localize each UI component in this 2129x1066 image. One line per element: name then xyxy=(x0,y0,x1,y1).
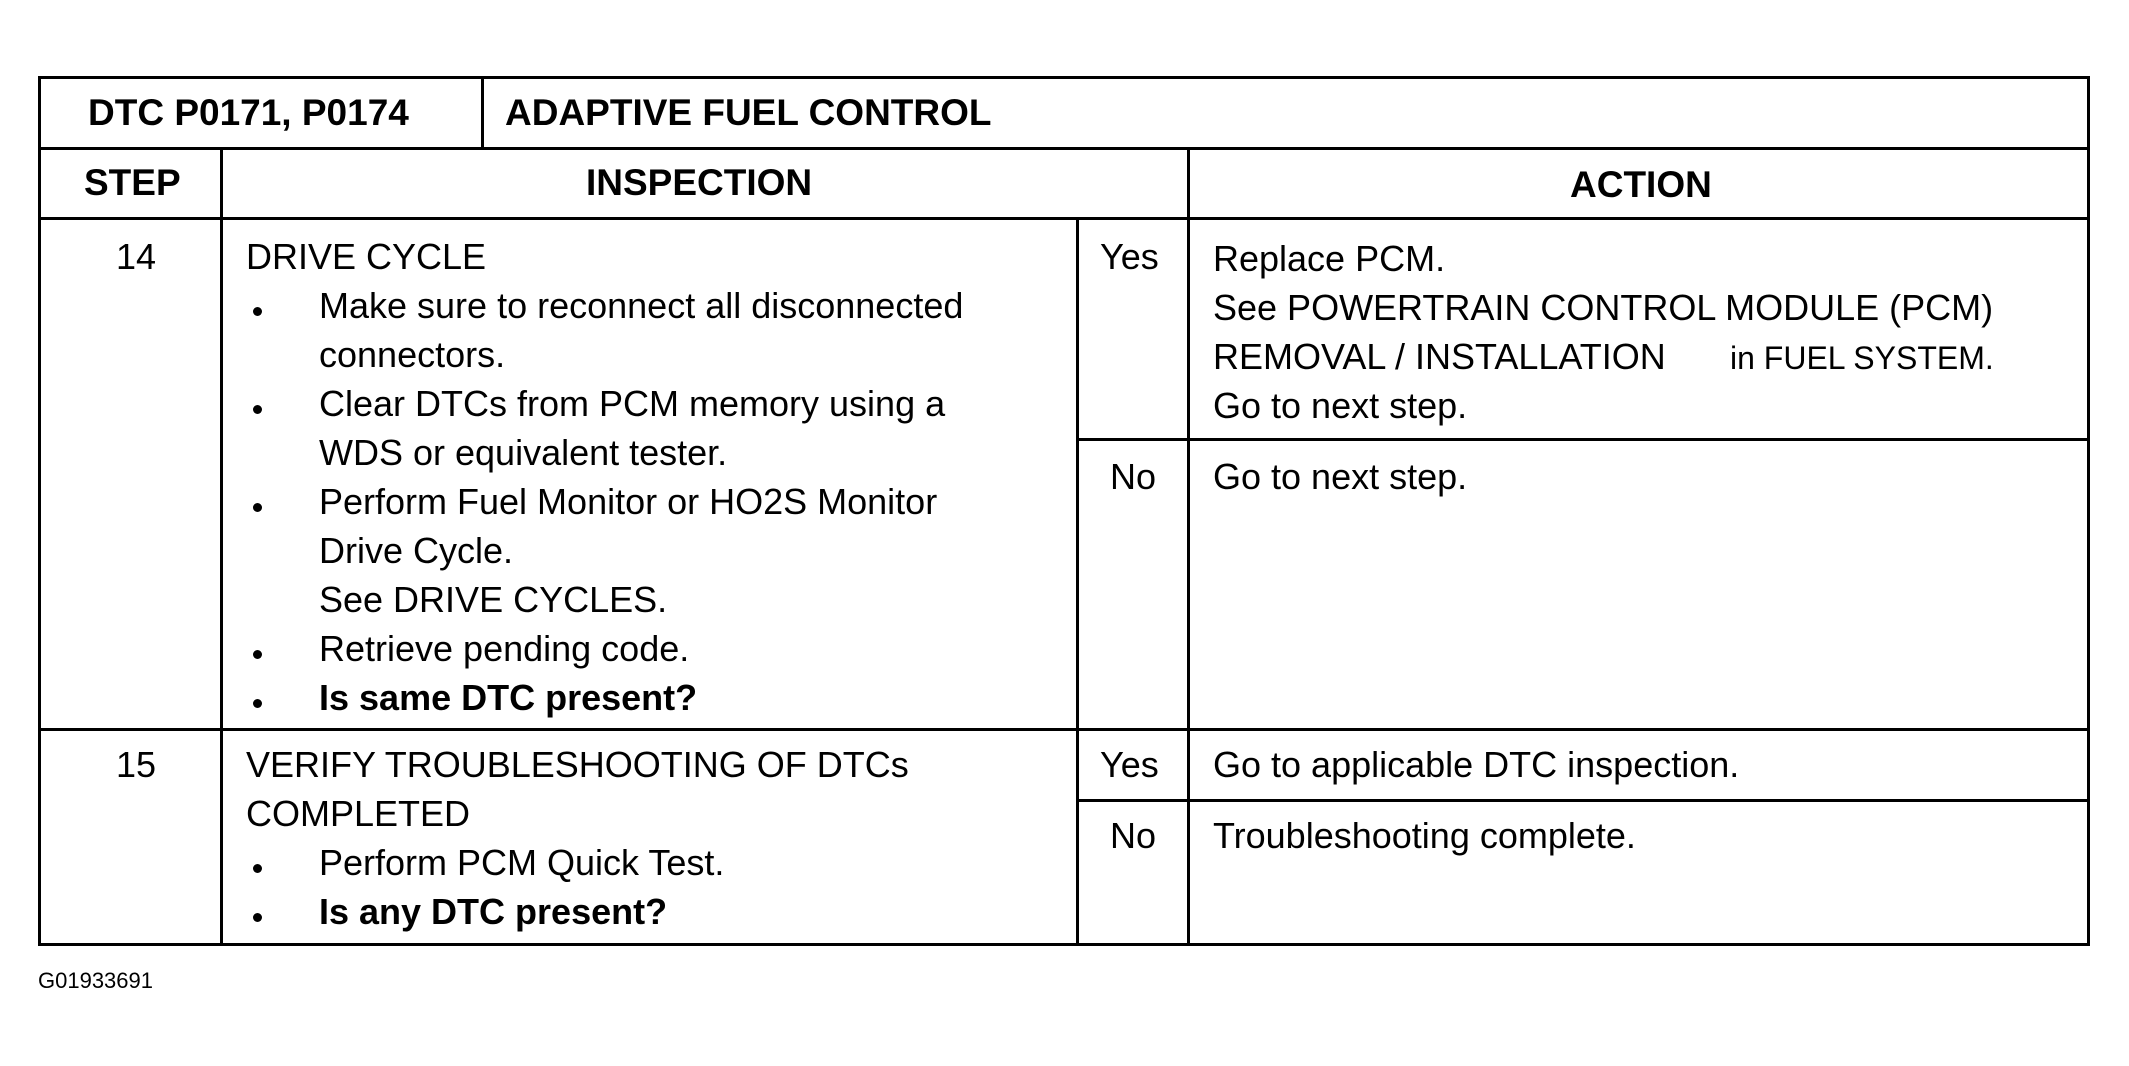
step-number: 14 xyxy=(116,236,157,277)
rule-step14-bottom xyxy=(38,728,2090,731)
rule-step-column xyxy=(220,147,223,946)
procedure-title: ADAPTIVE FUEL CONTROL xyxy=(505,92,992,133)
action-text: Go to next step. xyxy=(1213,456,1468,497)
no-label: No xyxy=(1110,456,1157,497)
rule-step15-yes-no xyxy=(1076,799,2090,802)
rule-title-divider xyxy=(481,76,484,150)
inspection-title: VERIFY TROUBLESHOOTING OF DTCs xyxy=(246,744,909,785)
yes-label: Yes xyxy=(1100,744,1159,785)
inspection-item: connectors. xyxy=(319,334,506,375)
inspection-item: Drive Cycle. xyxy=(319,530,514,571)
bullet-icon xyxy=(253,405,262,414)
action-text: See POWERTRAIN CONTROL MODULE (PCM) xyxy=(1213,287,1994,328)
header-step: STEP xyxy=(84,162,181,203)
action-text: Go to applicable DTC inspection. xyxy=(1213,744,1740,785)
rule-action-column xyxy=(1187,147,1190,946)
dtc-codes: DTC P0171, P0174 xyxy=(88,92,409,133)
inspection-item: Make sure to reconnect all disconnected xyxy=(319,285,964,326)
no-label: No xyxy=(1110,815,1157,856)
action-text: Replace PCM. xyxy=(1213,238,1446,279)
inspection-question: Is any DTC present? xyxy=(319,891,668,932)
inspection-item: WDS or equivalent tester. xyxy=(319,432,728,473)
header-action: ACTION xyxy=(1570,164,1712,205)
inspection-item: Perform Fuel Monitor or HO2S Monitor xyxy=(319,481,938,522)
inspection-title: COMPLETED xyxy=(246,793,471,834)
rule-yesno-column xyxy=(1076,217,1079,946)
inspection-title: DRIVE CYCLE xyxy=(246,236,487,277)
bullet-icon xyxy=(253,699,262,708)
rule-title-bottom xyxy=(38,147,2090,150)
inspection-item: Perform PCM Quick Test. xyxy=(319,842,725,883)
rule-header-bottom xyxy=(38,217,2090,220)
inspection-item: Clear DTCs from PCM memory using a xyxy=(319,383,946,424)
inspection-question: Is same DTC present? xyxy=(319,677,698,718)
action-text: in FUEL SYSTEM. xyxy=(1730,340,1994,376)
yes-label: Yes xyxy=(1100,236,1159,277)
rule-step14-yes-no xyxy=(1076,438,2090,441)
bullet-icon xyxy=(253,503,262,512)
bullet-icon xyxy=(253,913,262,922)
figure-id: G01933691 xyxy=(38,968,153,993)
action-text: Troubleshooting complete. xyxy=(1213,815,1636,856)
bullet-icon xyxy=(253,650,262,659)
bullet-icon xyxy=(253,864,262,873)
step-number: 15 xyxy=(116,744,157,785)
bullet-icon xyxy=(253,307,262,316)
header-inspection: INSPECTION xyxy=(586,162,813,203)
action-text: REMOVAL / INSTALLATION xyxy=(1213,336,1666,377)
inspection-item: Retrieve pending code. xyxy=(319,628,690,669)
inspection-item: See DRIVE CYCLES. xyxy=(319,579,668,620)
action-text: Go to next step. xyxy=(1213,385,1468,426)
